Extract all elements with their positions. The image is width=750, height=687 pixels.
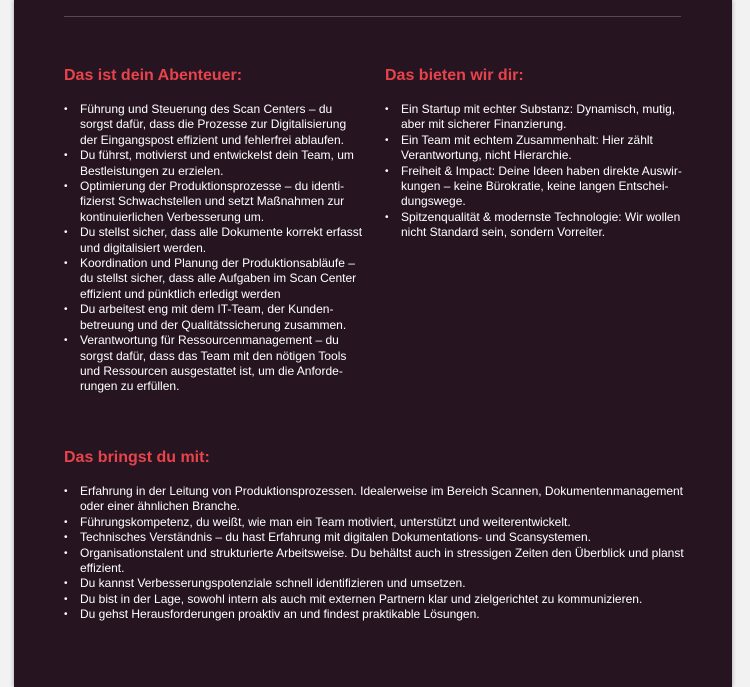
list-item: • Optimierung der Produktionsprozesse – du identifizierst Schwachstellen und setzt Maßnahmen zur kontinuierlichen Verbesserung um. [64, 179, 364, 225]
list-item: • Ein Startup mit echter Substanz: Dynamisch, mutig, aber mit sicherer Finanzierung. [385, 102, 690, 133]
list-item: • Freiheit & Impact: Deine Ideen haben direkte Auswirkungen – keine Bürokratie, keine langen Entscheidungswege. [385, 164, 690, 210]
list-item: • Du führst, motivierst und entwickelst dein Team, um Bestleistungen zu erzielen. [64, 148, 364, 179]
list-item: • Du gehst Herausforderungen proaktiv an und findest praktikable Lösungen. [64, 607, 694, 622]
list-item: • Erfahrung in der Leitung von Produktionsprozessen. Idealerweise im Bereich Scannen, Dokumentenmanagement oder einer ähnlichen Branche. [64, 484, 694, 515]
adventure-heading: Das ist dein Abenteuer: [64, 67, 243, 84]
top-divider [64, 16, 681, 17]
list-item: • Koordination und Planung der Produktionsabläufe – du stellst sicher, dass alle Aufgaben im Scan Center effizient und pünktlich erledigt werden [64, 256, 364, 302]
requirements-list [64, 484, 694, 623]
list-item: • Organisationstalent und strukturierte Arbeitsweise. Du behältst auch in stressigen Zeiten den Überblick und planst effizient. [64, 546, 694, 577]
list-item: • Du bist in der Lage, sowohl intern als auch mit externen Partnern klar und zielgerichtet zu kommunizieren. [64, 592, 694, 607]
requirements-heading: Das bringst du mit: [64, 449, 210, 466]
list-item: • Verantwortung für Ressourcenmanagement – du sorgst dafür, dass das Team mit den nötigen Tools und Ressourcen ausgestattet ist, um die Anforderungen zu erfüllen. [64, 333, 364, 395]
offer-heading: Das bieten wir dir: [385, 67, 524, 84]
list-item: • Du kannst Verbesserungspotenziale schnell identifizieren und umsetzen. [64, 576, 694, 591]
offer-list [385, 102, 690, 241]
job-posting-page [14, 0, 732, 687]
adventure-list [64, 102, 364, 395]
list-item: • Führung und Steuerung des Scan Centers – du sorgst dafür, dass die Prozesse zur Digitalisierung der Eingangspost effizient und fehlerfrei ablaufen. [64, 102, 364, 148]
list-item: • Ein Team mit echtem Zusammenhalt: Hier zählt Verantwortung, nicht Hierarchie. [385, 133, 690, 164]
list-item: • Technisches Verständnis – du hast Erfahrung mit digitalen Dokumentations- und Scansystemen. [64, 530, 694, 545]
list-item: • Spitzenqualität & modernste Technologie: Wir wollen nicht Standard sein, sondern Vorreiter. [385, 210, 690, 241]
list-item: • Führungskompetenz, du weißt, wie man ein Team motiviert, unterstützt und weiterentwickelt. [64, 515, 694, 530]
list-item: • Du arbeitest eng mit dem IT-Team, der Kundenbetreuung und der Qualitätssicherung zusammen. [64, 302, 364, 333]
list-item: • Du stellst sicher, dass alle Dokumente korrekt erfasst und digitalisiert werden. [64, 225, 364, 256]
